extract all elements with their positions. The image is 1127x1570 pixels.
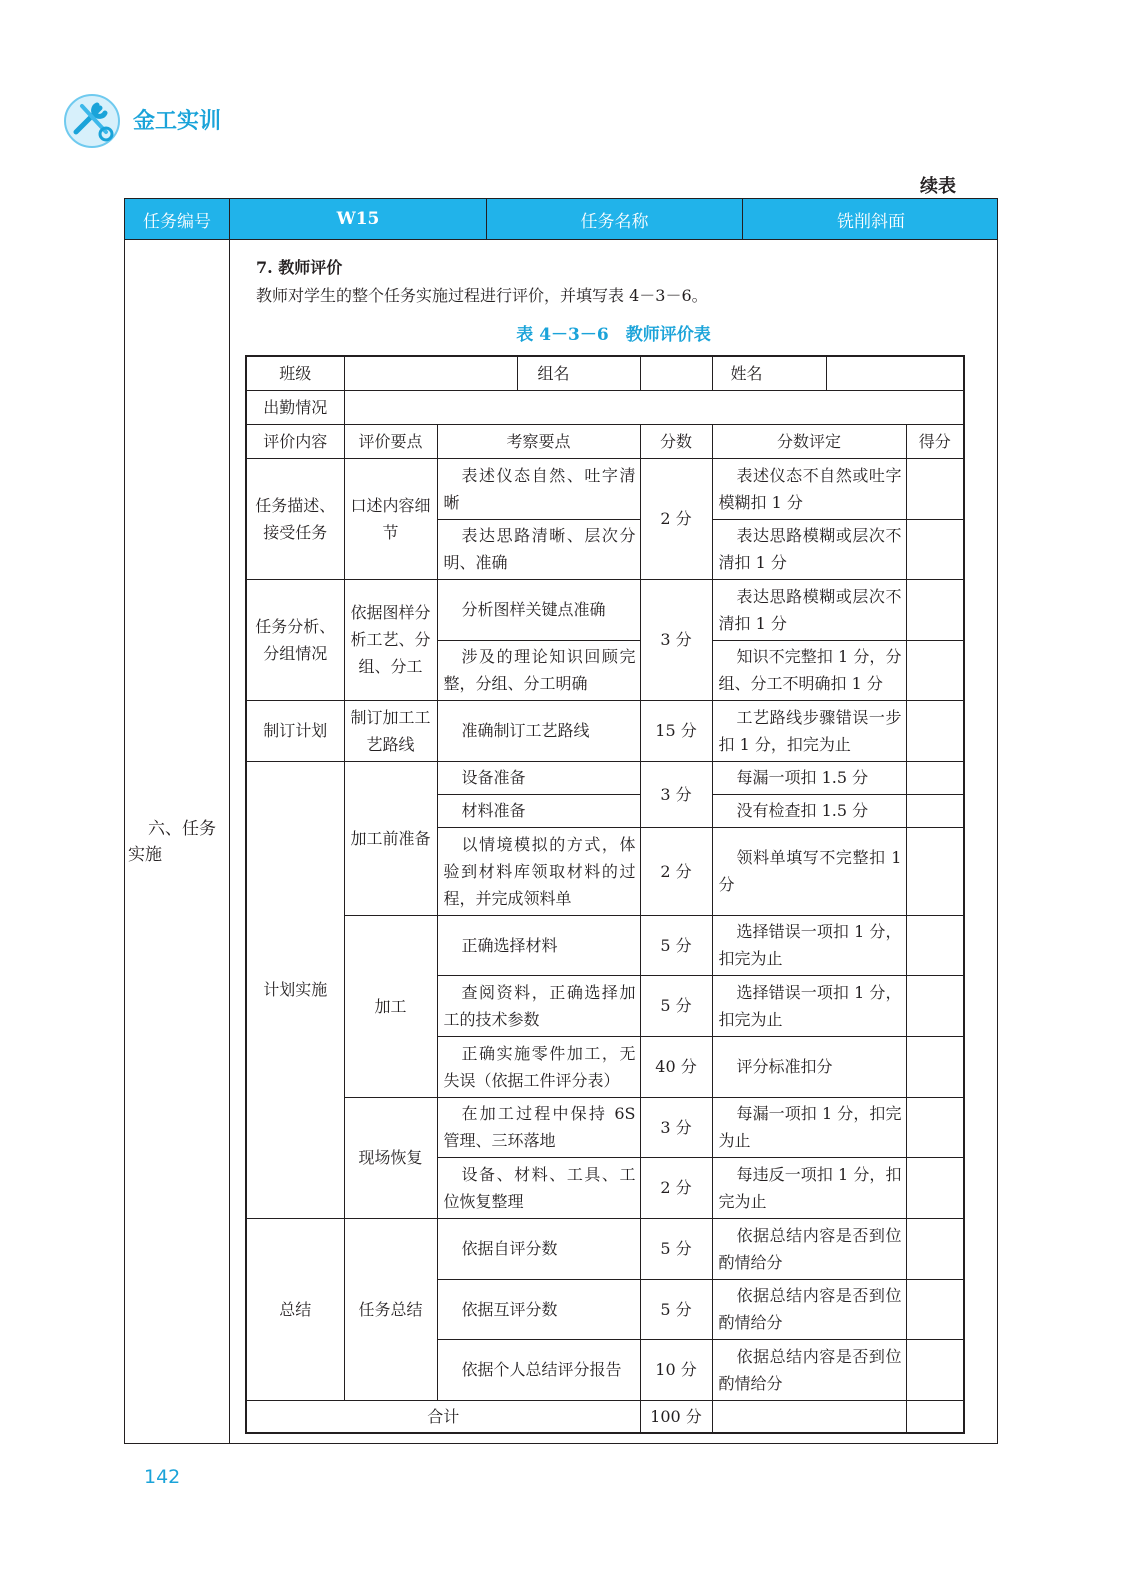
obtained-cell[interactable] bbox=[906, 458, 964, 519]
obtained-cell[interactable] bbox=[906, 827, 964, 915]
obtained-cell[interactable] bbox=[906, 915, 964, 975]
score-cell: 40 分 bbox=[640, 1036, 712, 1097]
continued-label: 续表 bbox=[920, 176, 956, 197]
inspection-cell: 依据自评分数 bbox=[437, 1218, 640, 1279]
step-description: 教师对学生的整个任务实施过程进行评价，并填写表 4－3－6。 bbox=[256, 286, 708, 305]
inspection-cell: 依据个人总结评分报告 bbox=[437, 1339, 640, 1400]
table-row bbox=[246, 1097, 964, 1157]
rating-cell: 领料单填写不完整扣 1 分 bbox=[712, 827, 906, 915]
inspection-cell: 分析图样关键点准确 bbox=[437, 579, 640, 640]
rating-cell: 评分标准扣分 bbox=[712, 1036, 906, 1097]
inspection-cell: 准确制订工艺路线 bbox=[437, 700, 640, 761]
score-cell: 2 分 bbox=[640, 1157, 712, 1218]
total-obtained[interactable] bbox=[906, 1400, 964, 1433]
rating-cell: 每漏一项扣 1.5 分 bbox=[712, 761, 906, 794]
inspection-cell: 设备准备 bbox=[437, 761, 640, 794]
rating-cell: 工艺路线步骤错误一步扣 1 分，扣完为止 bbox=[712, 700, 906, 761]
inspection-cell: 正确实施零件加工，无失误（依据工件评分表） bbox=[437, 1036, 640, 1097]
rating-cell: 依据总结内容是否到位酌情给分 bbox=[712, 1218, 906, 1279]
obtained-cell[interactable] bbox=[906, 579, 964, 640]
rating-cell: 每违反一项扣 1 分，扣完为止 bbox=[712, 1157, 906, 1218]
table-row bbox=[246, 458, 964, 519]
inspection-cell: 材料准备 bbox=[437, 794, 640, 827]
step-title: 7. 教师评价 bbox=[256, 258, 343, 277]
rating-cell: 表述仪态不自然或吐字模糊扣 1 分 bbox=[712, 458, 906, 519]
obtained-cell[interactable] bbox=[906, 519, 964, 579]
content-cell: 总结 bbox=[246, 1218, 344, 1400]
score-cell: 2 分 bbox=[640, 827, 712, 915]
obtained-cell[interactable] bbox=[906, 1279, 964, 1339]
score-cell: 2 分 bbox=[640, 458, 712, 579]
obtained-cell[interactable] bbox=[906, 1036, 964, 1097]
task-id-label: 任务编号 bbox=[125, 199, 230, 239]
content-cell: 任务描述、接受任务 bbox=[246, 458, 344, 579]
key-cell: 依据图样分析工艺、分组、分工 bbox=[344, 579, 437, 700]
obtained-cell[interactable] bbox=[906, 1218, 964, 1279]
score-cell: 3 分 bbox=[640, 579, 712, 700]
score-cell: 5 分 bbox=[640, 1218, 712, 1279]
table-row bbox=[246, 915, 964, 975]
header-inspection: 考察要点 bbox=[437, 424, 640, 458]
header-obtained: 得分 bbox=[906, 424, 964, 458]
inspection-cell: 表达思路清晰、层次分明、准确 bbox=[437, 519, 640, 579]
inspection-cell: 查阅资料，正确选择加工的技术参数 bbox=[437, 975, 640, 1036]
class-value[interactable] bbox=[344, 356, 517, 390]
inspection-cell: 涉及的理论知识回顾完整，分组、分工明确 bbox=[437, 640, 640, 700]
task-name-value: 铣削斜面 bbox=[837, 211, 905, 232]
total-score: 100 分 bbox=[640, 1400, 712, 1433]
section-label: 六、任务实施 bbox=[128, 819, 216, 865]
table-caption: 表 4－3－6 教师评价表 bbox=[516, 325, 711, 345]
class-label: 班级 bbox=[246, 356, 344, 390]
inspection-cell: 表述仪态自然、吐字清晰 bbox=[437, 458, 640, 519]
task-name-label: 任务名称 bbox=[487, 199, 743, 239]
teacher-evaluation-table bbox=[245, 355, 965, 1434]
score-cell: 5 分 bbox=[640, 1279, 712, 1339]
inspection-cell: 以情境模拟的方式，体验到材料库领取材料的过程，并完成领料单 bbox=[437, 827, 640, 915]
obtained-cell[interactable] bbox=[906, 1339, 964, 1400]
rating-cell: 表达思路模糊或层次不清扣 1 分 bbox=[712, 519, 906, 579]
book-title: 金工实训 bbox=[133, 109, 222, 134]
group-value[interactable] bbox=[640, 356, 712, 390]
attendance-label: 出勤情况 bbox=[246, 390, 344, 424]
table-row bbox=[246, 700, 964, 761]
name-value[interactable] bbox=[826, 356, 964, 390]
info-row bbox=[246, 356, 964, 390]
task-header-row bbox=[124, 198, 998, 240]
attendance-value[interactable] bbox=[344, 390, 964, 424]
content-cell: 任务分析、分组情况 bbox=[246, 579, 344, 700]
rating-cell: 选择错误一项扣 1 分，扣完为止 bbox=[712, 915, 906, 975]
score-cell: 3 分 bbox=[640, 1097, 712, 1157]
score-cell: 15 分 bbox=[640, 700, 712, 761]
header-rating: 分数评定 bbox=[712, 424, 906, 458]
group-label: 组名 bbox=[517, 356, 640, 390]
table-row bbox=[246, 579, 964, 640]
column-divider bbox=[229, 240, 230, 1444]
page-number: 142 bbox=[144, 1466, 181, 1488]
key-cell: 加工前准备 bbox=[344, 761, 437, 915]
total-rating bbox=[712, 1400, 906, 1433]
rating-cell: 依据总结内容是否到位酌情给分 bbox=[712, 1279, 906, 1339]
key-cell: 制订加工工艺路线 bbox=[344, 700, 437, 761]
header-key-points: 评价要点 bbox=[344, 424, 437, 458]
rating-cell: 知识不完整扣 1 分，分组、分工不明确扣 1 分 bbox=[712, 640, 906, 700]
table-row bbox=[246, 761, 964, 794]
content-cell: 计划实施 bbox=[246, 761, 344, 1218]
score-cell: 10 分 bbox=[640, 1339, 712, 1400]
rating-cell: 没有检查扣 1.5 分 bbox=[712, 794, 906, 827]
rating-cell: 每漏一项扣 1 分，扣完为止 bbox=[712, 1097, 906, 1157]
total-label: 合计 bbox=[246, 1400, 640, 1433]
obtained-cell[interactable] bbox=[906, 1097, 964, 1157]
name-label: 姓名 bbox=[712, 356, 826, 390]
rating-cell: 选择错误一项扣 1 分，扣完为止 bbox=[712, 975, 906, 1036]
header-content: 评价内容 bbox=[246, 424, 344, 458]
inspection-cell: 在加工过程中保持 6S 管理、三环落地 bbox=[437, 1097, 640, 1157]
obtained-cell[interactable] bbox=[906, 761, 964, 794]
key-cell: 任务总结 bbox=[344, 1218, 437, 1400]
task-id-value: W15 bbox=[230, 199, 487, 239]
obtained-cell[interactable] bbox=[906, 1157, 964, 1218]
obtained-cell[interactable] bbox=[906, 640, 964, 700]
inspection-cell: 依据互评分数 bbox=[437, 1279, 640, 1339]
score-cell: 5 分 bbox=[640, 975, 712, 1036]
score-cell: 5 分 bbox=[640, 915, 712, 975]
header-row bbox=[246, 424, 964, 458]
inspection-cell: 正确选择材料 bbox=[437, 915, 640, 975]
obtained-cell[interactable] bbox=[906, 975, 964, 1036]
obtained-cell[interactable] bbox=[906, 700, 964, 761]
total-row bbox=[246, 1400, 964, 1433]
table-row bbox=[246, 1218, 964, 1279]
obtained-cell[interactable] bbox=[906, 794, 964, 827]
score-cell: 3 分 bbox=[640, 761, 712, 827]
attendance-row bbox=[246, 390, 964, 424]
wrench-gear-icon bbox=[62, 92, 124, 150]
rating-cell: 依据总结内容是否到位酌情给分 bbox=[712, 1339, 906, 1400]
rating-cell: 表达思路模糊或层次不清扣 1 分 bbox=[712, 579, 906, 640]
inspection-cell: 设备、材料、工具、工位恢复整理 bbox=[437, 1157, 640, 1218]
key-cell: 现场恢复 bbox=[344, 1097, 437, 1218]
header-score: 分数 bbox=[640, 424, 712, 458]
key-cell: 口述内容细节 bbox=[344, 458, 437, 579]
content-cell: 制订计划 bbox=[246, 700, 344, 761]
key-cell: 加工 bbox=[344, 915, 437, 1097]
